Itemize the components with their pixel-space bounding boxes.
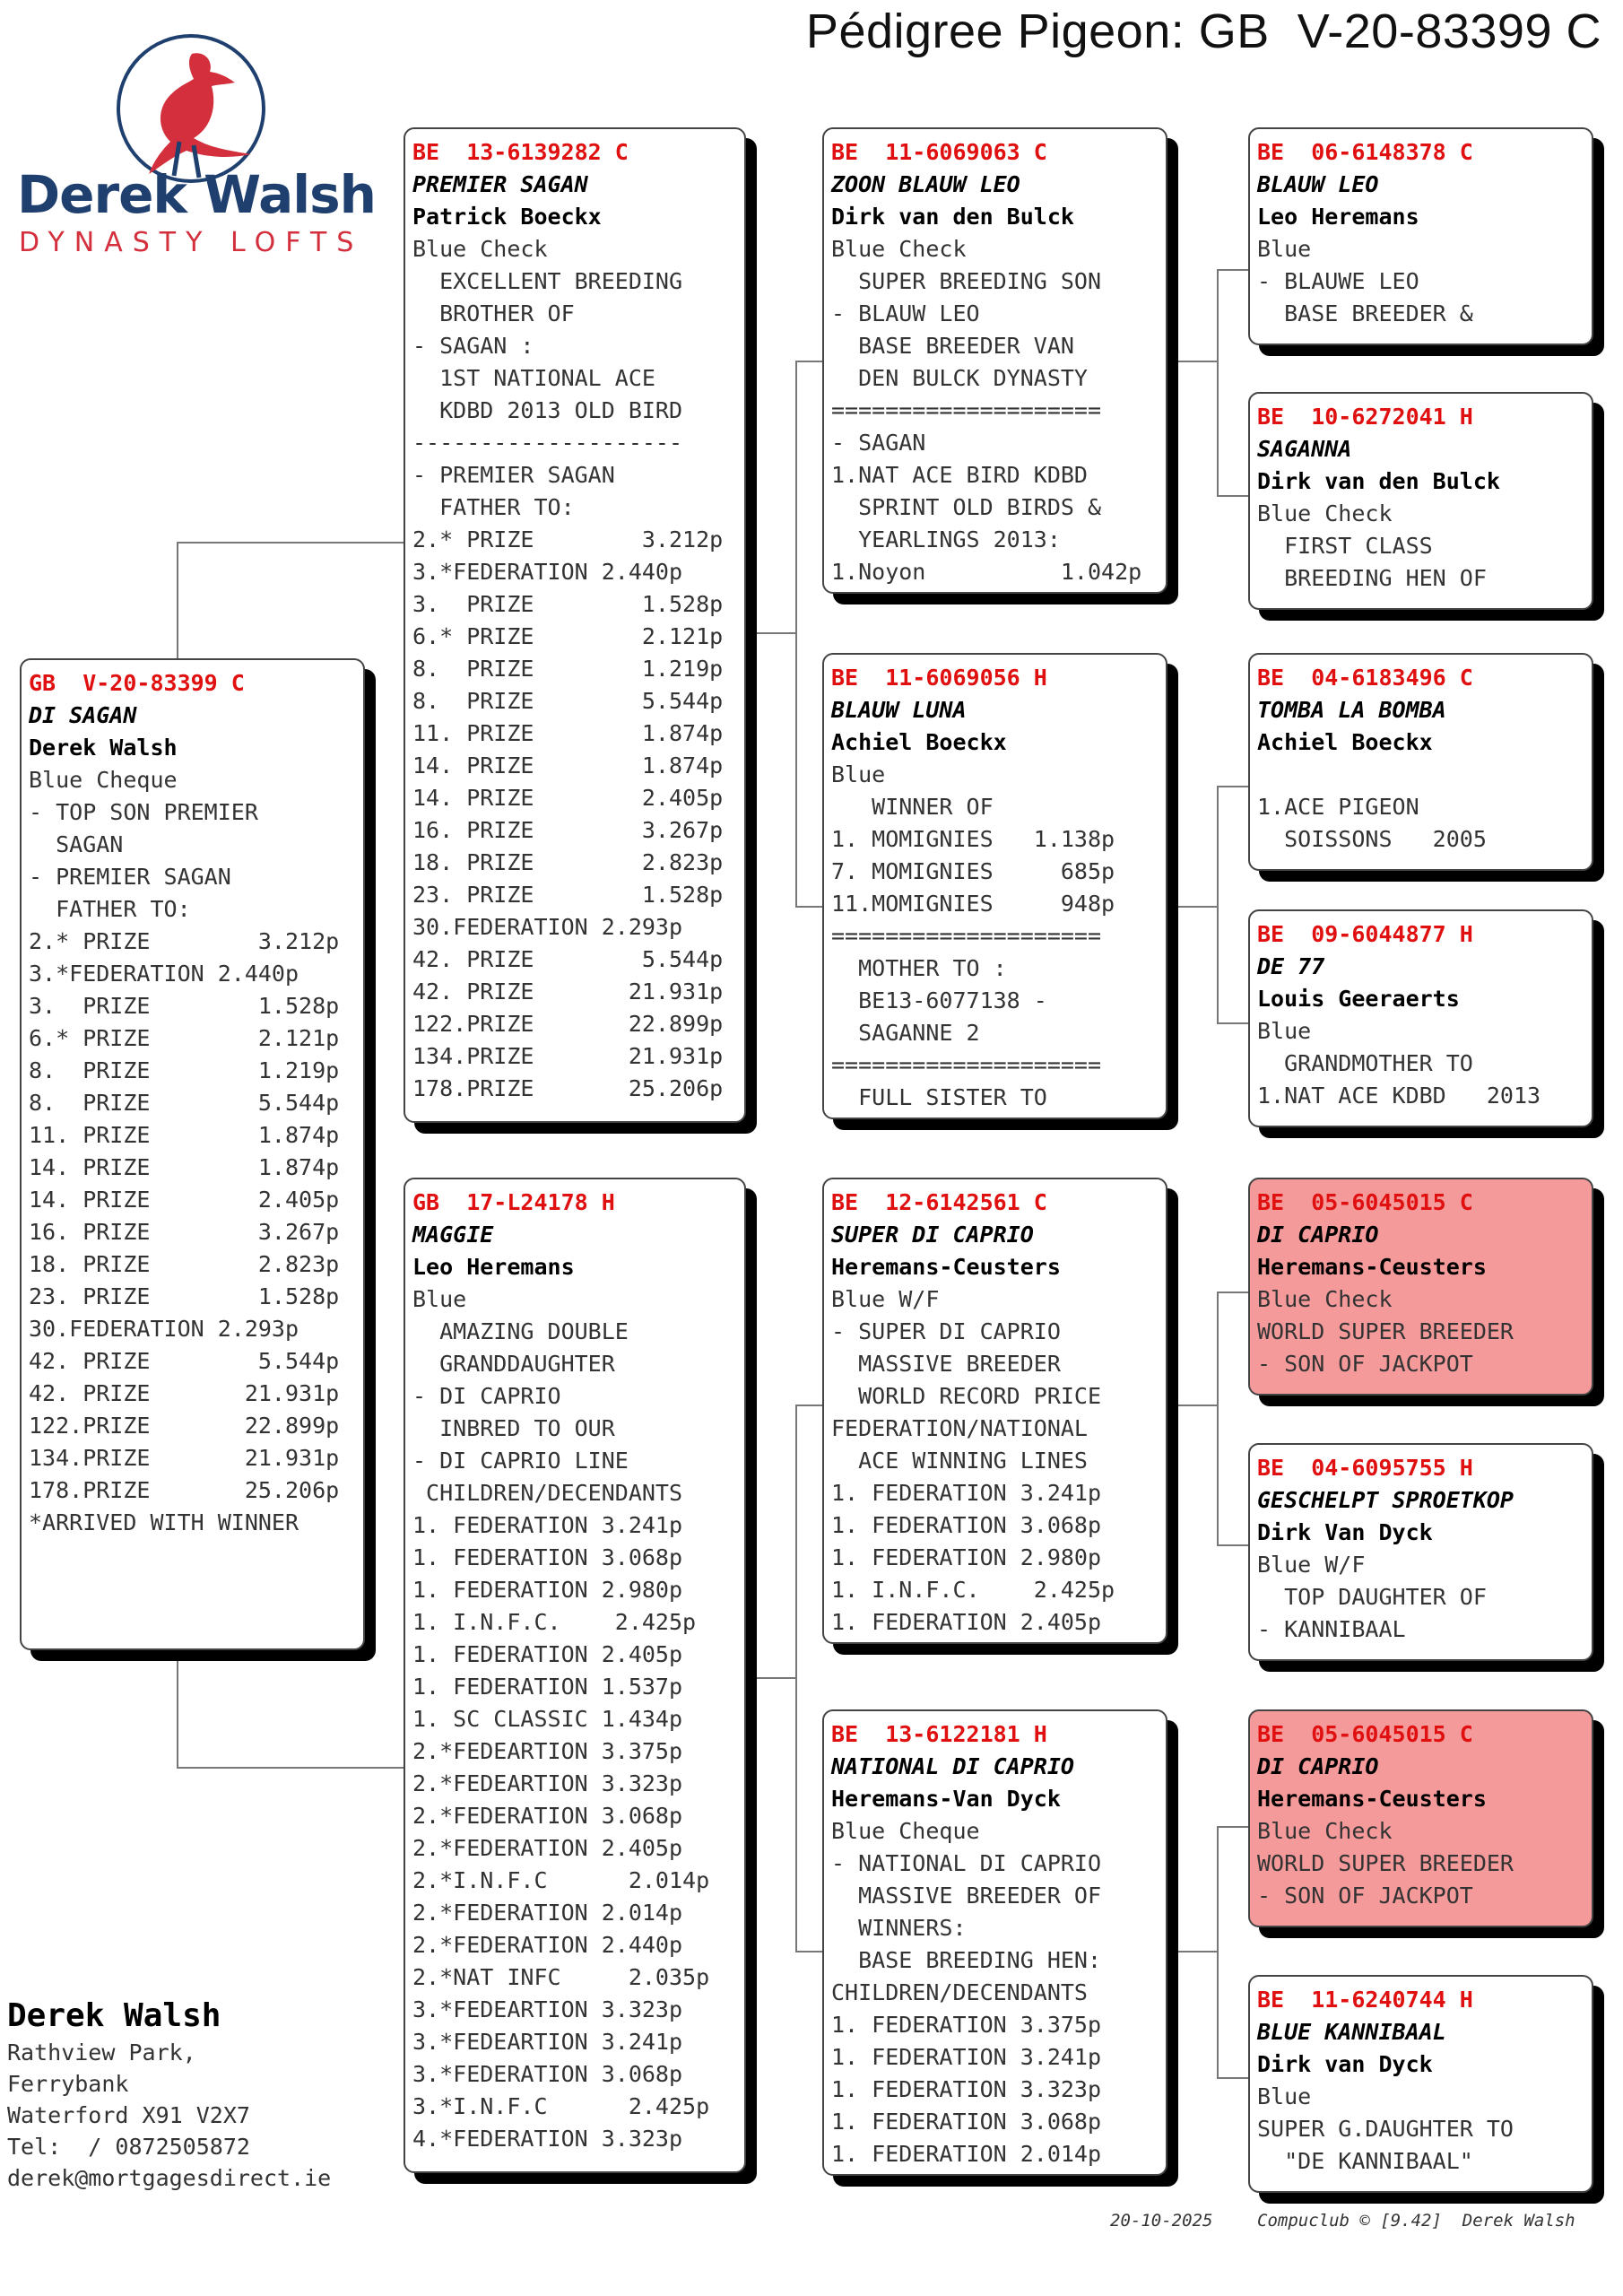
ring-number: BE 11-6069063 C xyxy=(831,139,1047,165)
info-line: WINNER OF xyxy=(831,794,994,820)
info-line: 178.PRIZE 25.206p xyxy=(412,1075,724,1101)
pigeon-card-ds-sire xyxy=(1248,1178,1593,1396)
info-line: -------------------- xyxy=(412,430,683,456)
info-line: 3. PRIZE 1.528p xyxy=(29,993,340,1019)
pigeon-name: MAGGIE xyxy=(412,1222,494,1248)
ring-number: BE 05-6045015 C xyxy=(1257,1189,1473,1215)
info-line: 3.*FEDERATION 2.440p xyxy=(29,961,299,987)
info-line: AMAZING DOUBLE xyxy=(412,1318,629,1344)
info-line: - BLAUW LEO xyxy=(831,300,980,326)
ring-number: GB 17-L24178 H xyxy=(412,1189,615,1215)
connector-line xyxy=(1217,1022,1248,1024)
info-line: 2.*FEDERATION 2.405p xyxy=(412,1835,683,1861)
connector-line xyxy=(177,1650,178,1768)
info-line: Blue Check xyxy=(1257,1818,1393,1844)
info-line: SAGAN xyxy=(29,831,124,857)
info-line: ==================== xyxy=(831,397,1102,423)
pigeon-icon xyxy=(117,34,265,183)
info-line: 42. PRIZE 21.931p xyxy=(29,1380,340,1406)
breeder-name: Leo Heremans xyxy=(1257,204,1419,230)
logo-subtitle: DYNASTY LOFTS xyxy=(19,227,364,258)
pigeon-card-ss-sire xyxy=(1248,127,1593,345)
info-line: - SON OF JACKPOT xyxy=(1257,1351,1473,1377)
info-line: 1. FEDERATION 3.323p xyxy=(831,2076,1102,2102)
breeder-name: Heremans-Ceusters xyxy=(831,1254,1061,1280)
info-line: TOP DAUGHTER OF xyxy=(1257,1584,1487,1610)
info-line: ACE WINNING LINES xyxy=(831,1448,1088,1474)
info-line: Blue W/F xyxy=(831,1286,940,1312)
info-line: 8. PRIZE 1.219p xyxy=(412,656,724,682)
info-line: FULL SISTER TO xyxy=(831,1084,1047,1110)
info-line: Blue Cheque xyxy=(29,767,178,793)
info-line: 1. FEDERATION 3.068p xyxy=(831,2109,1102,2135)
info-line: 1. FEDERATION 2.405p xyxy=(412,1641,683,1667)
breeder-name: Derek Walsh xyxy=(29,735,178,761)
info-line: 1. FEDERATION 2.980p xyxy=(412,1577,683,1603)
ring-number: BE 13-6122181 H xyxy=(831,1721,1047,1747)
info-line: MASSIVE BREEDER xyxy=(831,1351,1061,1377)
pigeon-card-sire-sire xyxy=(822,127,1167,594)
info-line: 7. MOMIGNIES 685p xyxy=(831,858,1115,884)
info-line: GRANDDAUGHTER xyxy=(412,1351,615,1377)
info-line: "DE KANNIBAAL" xyxy=(1257,2148,1473,2174)
info-line: Blue xyxy=(412,1286,467,1312)
info-line: 1.NAT ACE BIRD KDBD xyxy=(831,462,1088,488)
info-line: 3.*FEDEARTION 3.241p xyxy=(412,2029,683,2055)
info-line: 1. FEDERATION 3.068p xyxy=(412,1544,683,1570)
address-line: Ferrybank xyxy=(7,2071,129,2097)
info-line: 1.NAT ACE KDBD 2013 xyxy=(1257,1083,1541,1109)
info-line: 1. I.N.F.C. 2.425p xyxy=(412,1609,697,1635)
connector-line xyxy=(1167,1951,1217,1952)
info-line: 2.*FEDERATION 2.440p xyxy=(412,1932,683,1958)
info-line: 16. PRIZE 3.267p xyxy=(29,1219,340,1245)
owner-address xyxy=(7,1996,331,2194)
info-line: 11. PRIZE 1.874p xyxy=(29,1122,340,1148)
info-line: GRANDMOTHER TO xyxy=(1257,1050,1473,1076)
info-line: Blue Check xyxy=(831,236,967,262)
info-line: BASE BREEDER & xyxy=(1257,300,1473,326)
info-line: - KANNIBAAL xyxy=(1257,1616,1406,1642)
connector-line xyxy=(795,906,822,908)
info-line: DEN BULCK DYNASTY xyxy=(831,365,1088,391)
info-line: BASE BREEDING HEN: xyxy=(831,1947,1102,1973)
info-line: 11. PRIZE 1.874p xyxy=(412,720,724,746)
info-line: 14. PRIZE 2.405p xyxy=(412,785,724,811)
pigeon-name: SUPER DI CAPRIO xyxy=(831,1222,1034,1248)
info-line: 1. FEDERATION 3.068p xyxy=(831,1512,1102,1538)
info-line: WINNERS: xyxy=(831,1915,967,1941)
pigeon-name: BLUE KANNIBAAL xyxy=(1257,2019,1446,2045)
info-line: 1. FEDERATION 3.241p xyxy=(412,1512,683,1538)
info-line: 122.PRIZE 22.899p xyxy=(29,1413,340,1439)
info-line: 3.*FEDEARTION 3.323p xyxy=(412,1996,683,2022)
pigeon-card-dam xyxy=(404,1178,746,2173)
address-line: Waterford X91 V2X7 xyxy=(7,2102,250,2128)
info-line: 2.*I.N.F.C 2.014p xyxy=(412,1867,710,1893)
connector-line xyxy=(1217,1826,1248,1828)
info-line: SPRINT OLD BIRDS & xyxy=(831,494,1102,520)
connector-line xyxy=(1217,786,1248,787)
info-line: 23. PRIZE 1.528p xyxy=(412,882,724,908)
pigeon-card-dam-dam xyxy=(822,1709,1167,2176)
address-line: Rathview Park, xyxy=(7,2039,196,2066)
breeder-name: Dirk van den Bulck xyxy=(831,204,1074,230)
info-line: ==================== xyxy=(831,1052,1102,1078)
info-line: - DI CAPRIO xyxy=(412,1383,561,1409)
info-line: 178.PRIZE 25.206p xyxy=(29,1477,340,1503)
connector-line xyxy=(177,542,178,658)
connector-line xyxy=(1217,495,1248,497)
info-line: 42. PRIZE 5.544p xyxy=(29,1348,340,1374)
loft-logo xyxy=(13,27,376,269)
connector-line xyxy=(1217,1292,1219,1544)
info-line: BE13-6077138 - xyxy=(831,987,1047,1013)
info-line: 6.* PRIZE 2.121p xyxy=(29,1025,340,1051)
info-line: 1ST NATIONAL ACE xyxy=(412,365,655,391)
info-line: CHILDREN/DECENDANTS xyxy=(412,1480,683,1506)
info-line: 6.* PRIZE 2.121p xyxy=(412,623,724,649)
info-line: - PREMIER SAGAN xyxy=(29,864,231,890)
info-line: 2.*FEDERATION 3.068p xyxy=(412,1803,683,1829)
info-line: *ARRIVED WITH WINNER xyxy=(29,1509,299,1535)
ring-number: BE 12-6142561 C xyxy=(831,1189,1047,1215)
info-line: - TOP SON PREMIER xyxy=(29,799,258,825)
connector-line xyxy=(746,1677,795,1679)
info-line: Blue xyxy=(1257,1018,1312,1044)
info-line: 1. FEDERATION 2.014p xyxy=(831,2141,1102,2167)
info-line: WORLD RECORD PRICE xyxy=(831,1383,1102,1409)
breeder-name: Heremans-Ceusters xyxy=(1257,1254,1487,1280)
breeder-name: Achiel Boeckx xyxy=(831,729,1007,755)
pigeon-name: DE 77 xyxy=(1257,953,1325,979)
ring-number: BE 11-6240744 H xyxy=(1257,1987,1473,2013)
pigeon-card-sire xyxy=(404,127,746,1123)
owner-name: Derek Walsh xyxy=(7,1997,221,2034)
info-line: 1. FEDERATION 3.375p xyxy=(831,2012,1102,2038)
logo-name: Derek Walsh xyxy=(17,164,376,225)
info-line: 2.* PRIZE 3.212p xyxy=(29,928,340,954)
connector-line xyxy=(795,1405,797,1952)
pigeon-name: SAGANNA xyxy=(1257,436,1352,462)
footer-date: 20-10-2025 xyxy=(1110,2211,1213,2231)
info-line: 2.* PRIZE 3.212p xyxy=(412,526,724,552)
info-line: FATHER TO: xyxy=(412,494,575,520)
connector-line xyxy=(1217,269,1248,271)
ring-number: BE 11-6069056 H xyxy=(831,665,1047,691)
pigeon-card-sire-dam xyxy=(822,653,1167,1119)
connector-line xyxy=(1217,269,1219,495)
connector-line xyxy=(1217,1826,1219,2077)
pigeon-card-ss-dam xyxy=(1248,392,1593,610)
info-line: 42. PRIZE 5.544p xyxy=(412,946,724,972)
connector-line xyxy=(1167,1405,1217,1406)
info-line: 1. I.N.F.C. 2.425p xyxy=(831,1577,1115,1603)
info-line: YEARLINGS 2013: xyxy=(831,526,1061,552)
pigeon-card-dd-sire xyxy=(1248,1709,1593,1927)
info-line: 1.ACE PIGEON xyxy=(1257,794,1419,820)
footer-software: Compuclub © [9.42] Derek Walsh xyxy=(1257,2211,1575,2231)
info-line: FEDERATION/NATIONAL xyxy=(831,1415,1088,1441)
info-line: 18. PRIZE 2.823p xyxy=(29,1251,340,1277)
info-line: 14. PRIZE 2.405p xyxy=(29,1187,340,1213)
pigeon-card-ds-dam xyxy=(1248,1443,1593,1661)
info-line: - DI CAPRIO LINE xyxy=(412,1448,629,1474)
info-line: 8. PRIZE 5.544p xyxy=(29,1090,340,1116)
info-line: Blue xyxy=(1257,236,1312,262)
pigeon-card-subject xyxy=(20,658,365,1650)
info-line: 2.*FEDEARTION 3.375p xyxy=(412,1738,683,1764)
info-line: BREEDING HEN OF xyxy=(1257,565,1487,591)
pigeon-name: DI CAPRIO xyxy=(1257,1222,1379,1248)
info-line: - SUPER DI CAPRIO xyxy=(831,1318,1061,1344)
info-line: 3.*I.N.F.C 2.425p xyxy=(412,2093,710,2119)
info-line: KDBD 2013 OLD BIRD xyxy=(412,397,683,423)
info-line: 1. FEDERATION 3.241p xyxy=(831,2044,1102,2070)
info-line: 2.*FEDERATION 2.014p xyxy=(412,1900,683,1926)
info-line: MOTHER TO : xyxy=(831,955,1007,981)
info-line: 14. PRIZE 1.874p xyxy=(29,1154,340,1180)
info-line: BROTHER OF xyxy=(412,300,575,326)
info-line: SUPER BREEDING SON xyxy=(831,268,1102,294)
info-line: 30.FEDERATION 2.293p xyxy=(412,914,683,940)
info-line: - BLAUWE LEO xyxy=(1257,268,1419,294)
info-line: 14. PRIZE 1.874p xyxy=(412,752,724,778)
connector-line xyxy=(1217,1292,1248,1293)
info-line: Blue Check xyxy=(1257,500,1393,526)
info-line: 134.PRIZE 21.931p xyxy=(29,1445,340,1471)
info-line: 1.Noyon 1.042p xyxy=(831,559,1142,585)
pigeon-card-dam-sire xyxy=(822,1178,1167,1644)
ring-number: BE 06-6148378 C xyxy=(1257,139,1473,165)
info-line: 1. MOMIGNIES 1.138p xyxy=(831,826,1115,852)
page-title: Pédigree Pigeon: GB V-20-83399 C xyxy=(805,4,1601,58)
breeder-name: Heremans-Ceusters xyxy=(1257,1786,1487,1812)
ring-number: BE 13-6139282 C xyxy=(412,139,629,165)
info-line: - NATIONAL DI CAPRIO xyxy=(831,1850,1102,1876)
info-line: Blue xyxy=(1257,2083,1312,2109)
breeder-name: Dirk van Dyck xyxy=(1257,2051,1433,2077)
info-line: 1. FEDERATION 2.980p xyxy=(831,1544,1102,1570)
info-line: INBRED TO OUR xyxy=(412,1415,615,1441)
info-line: SAGANNE 2 xyxy=(831,1020,980,1046)
info-line: FATHER TO: xyxy=(29,896,191,922)
info-line: - SAGAN xyxy=(831,430,926,456)
info-line: Blue Check xyxy=(1257,1286,1393,1312)
info-line: - SAGAN : xyxy=(412,333,534,359)
breeder-name: Dirk Van Dyck xyxy=(1257,1519,1433,1545)
info-line: CHILDREN/DECENDANTS xyxy=(831,1979,1088,2005)
pigeon-name: PREMIER SAGAN xyxy=(412,171,588,197)
ring-number: GB V-20-83399 C xyxy=(29,670,245,696)
info-line: 2.*NAT INFC 2.035p xyxy=(412,1964,710,1990)
info-line: 1. FEDERATION 2.405p xyxy=(831,1609,1102,1635)
info-line: 1. FEDERATION 1.537p xyxy=(412,1674,683,1700)
info-line: 23. PRIZE 1.528p xyxy=(29,1283,340,1309)
info-line: 1. FEDERATION 3.241p xyxy=(831,1480,1102,1506)
breeder-name: Achiel Boeckx xyxy=(1257,729,1433,755)
info-line: 4.*FEDERATION 3.323p xyxy=(412,2126,683,2152)
info-line: ==================== xyxy=(831,923,1102,949)
connector-line xyxy=(746,632,795,634)
breeder-name: Leo Heremans xyxy=(412,1254,575,1280)
info-line: 3. PRIZE 1.528p xyxy=(412,591,724,617)
info-line: EXCELLENT BREEDING xyxy=(412,268,683,294)
connector-line xyxy=(1217,1544,1248,1546)
pigeon-name: BLAUW LEO xyxy=(1257,171,1379,197)
breeder-name: Louis Geeraerts xyxy=(1257,986,1460,1012)
info-line: SUPER G.DAUGHTER TO xyxy=(1257,2116,1514,2142)
info-line: BASE BREEDER VAN xyxy=(831,333,1074,359)
pigeon-name: BLAUW LUNA xyxy=(831,697,967,723)
ring-number: BE 10-6272041 H xyxy=(1257,404,1473,430)
info-line: 3.*FEDERATION 2.440p xyxy=(412,559,683,585)
info-line: 134.PRIZE 21.931p xyxy=(412,1043,724,1069)
connector-line xyxy=(1217,786,1219,1022)
info-line: FIRST CLASS xyxy=(1257,533,1433,559)
connector-line xyxy=(795,1951,822,1952)
info-line: Blue W/F xyxy=(1257,1552,1366,1578)
pigeon-card-sd-dam xyxy=(1248,909,1593,1127)
info-line: 1. SC CLASSIC 1.434p xyxy=(412,1706,683,1732)
connector-line xyxy=(177,1767,404,1769)
pigeon-card-dd-dam xyxy=(1248,1975,1593,2193)
address-line: Tel: / 0872505872 xyxy=(7,2134,250,2160)
breeder-name: Heremans-Van Dyck xyxy=(831,1786,1061,1812)
info-line: 16. PRIZE 3.267p xyxy=(412,817,724,843)
pigeon-name: DI CAPRIO xyxy=(1257,1753,1379,1779)
ring-number: BE 04-6183496 C xyxy=(1257,665,1473,691)
info-line: 30.FEDERATION 2.293p xyxy=(29,1316,299,1342)
pigeon-name: ZOON BLAUW LEO xyxy=(831,171,1020,197)
info-line: 122.PRIZE 22.899p xyxy=(412,1011,724,1037)
ring-number: BE 05-6045015 C xyxy=(1257,1721,1473,1747)
pigeon-name: DI SAGAN xyxy=(29,702,137,728)
pigeon-card-sd-sire xyxy=(1248,653,1593,871)
breeder-name: Dirk van den Bulck xyxy=(1257,468,1500,494)
ring-number: BE 09-6044877 H xyxy=(1257,921,1473,947)
info-line: 2.*FEDEARTION 3.323p xyxy=(412,1770,683,1796)
info-line: 8. PRIZE 1.219p xyxy=(29,1057,340,1083)
connector-line xyxy=(1217,2077,1248,2079)
info-line: Blue Check xyxy=(412,236,548,262)
info-line: WORLD SUPER BREEDER xyxy=(1257,1850,1514,1876)
connector-line xyxy=(1167,361,1217,362)
connector-line xyxy=(795,361,822,362)
info-line: 42. PRIZE 21.931p xyxy=(412,978,724,1004)
pigeon-name: TOMBA LA BOMBA xyxy=(1257,697,1446,723)
connector-line xyxy=(795,1405,822,1406)
pigeon-name: GESCHELPT SPROETKOP xyxy=(1257,1487,1514,1513)
info-line: 8. PRIZE 5.544p xyxy=(412,688,724,714)
info-line: WORLD SUPER BREEDER xyxy=(1257,1318,1514,1344)
info-line: MASSIVE BREEDER OF xyxy=(831,1883,1102,1909)
info-line: 18. PRIZE 2.823p xyxy=(412,849,724,875)
breeder-name: Patrick Boeckx xyxy=(412,204,602,230)
info-line: - PREMIER SAGAN xyxy=(412,462,615,488)
connector-line xyxy=(795,361,797,906)
owner-email: derek@mortgagesdirect.ie xyxy=(7,2165,332,2191)
info-line: - SON OF JACKPOT xyxy=(1257,1883,1473,1909)
info-line: 3.*FEDERATION 3.068p xyxy=(412,2061,683,2087)
info-line: SOISSONS 2005 xyxy=(1257,826,1487,852)
info-line xyxy=(1257,759,1592,791)
ring-number: BE 04-6095755 H xyxy=(1257,1455,1473,1481)
info-line: 11.MOMIGNIES 948p xyxy=(831,891,1115,917)
connector-line xyxy=(177,542,404,544)
info-line: Blue xyxy=(831,761,886,787)
pigeon-name: NATIONAL DI CAPRIO xyxy=(831,1753,1074,1779)
info-line: Blue Cheque xyxy=(831,1818,980,1844)
connector-line xyxy=(1167,906,1217,908)
